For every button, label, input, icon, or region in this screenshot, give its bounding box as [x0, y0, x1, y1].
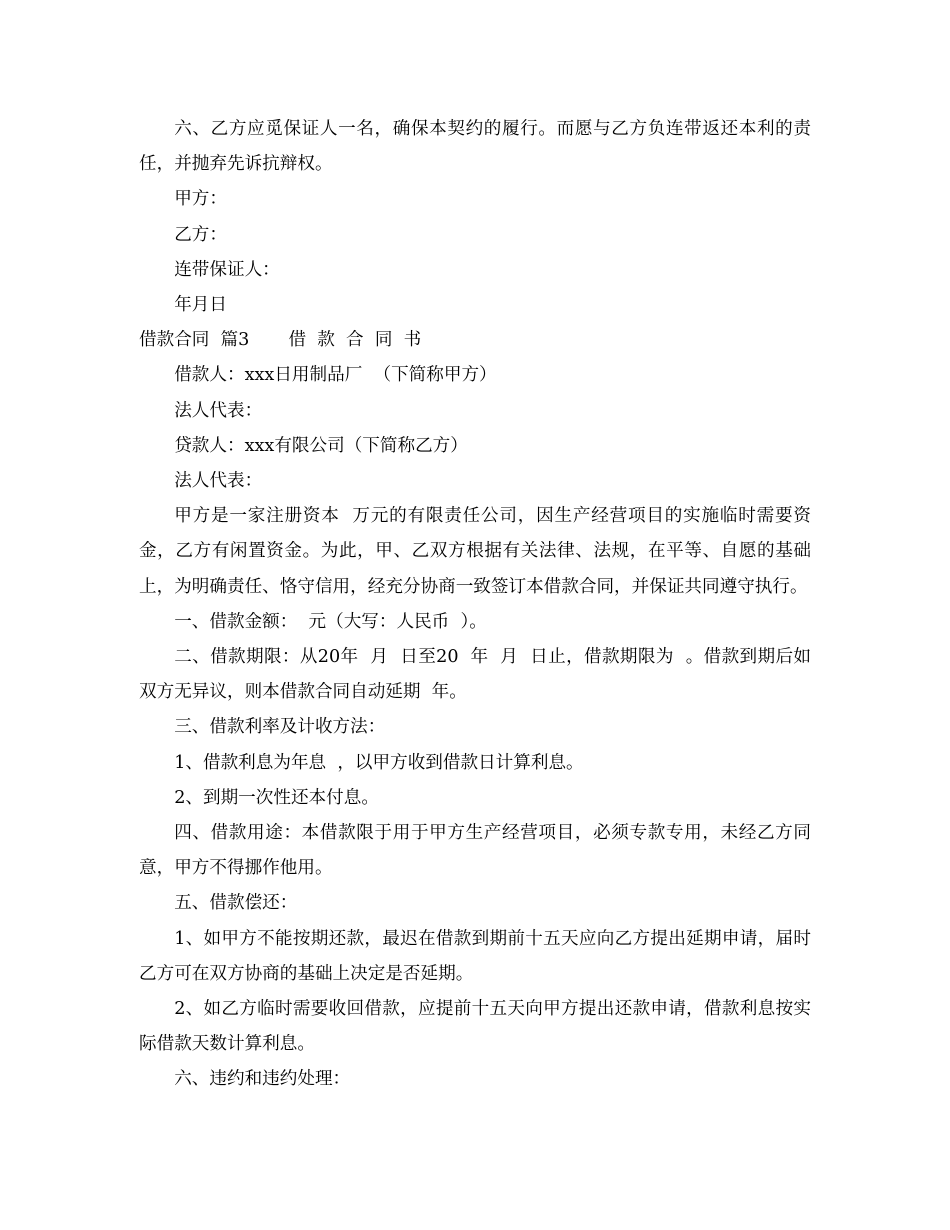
- clause-term: 二、借款期限：从20年 月 日至20 年 月 日止，借款期限为 。借款到期后如双方无异议，则本借款合同自动延期 年。: [139, 647, 811, 703]
- clause-interest-item-1: 1、借款利息为年息 ，以甲方收到借款日计算利息。: [174, 752, 584, 773]
- lender-line: 贷款人：xxx有限公司（下简称乙方）: [174, 435, 468, 456]
- signature-date: 年月日: [174, 295, 227, 316]
- clause-purpose: 四、借款用途：本借款限于用于甲方生产经营项目，必须专款专用，未经乙方同意，甲方不得挪作他用。: [139, 823, 811, 879]
- signature-joint-guarantor: 连带保证人：: [174, 259, 280, 280]
- clause-repayment-item-1: 1、如甲方不能按期还款，最迟在借款到期前十五天应向乙方提出延期申请，届时乙方可在双方协商的基础上决定是否延期。: [139, 928, 811, 984]
- signature-party-b: 乙方：: [174, 224, 227, 245]
- clause-breach-heading: 六、违约和违约处理：: [174, 1069, 351, 1090]
- clause-repayment-heading: 五、借款偿还：: [174, 893, 298, 914]
- clause-guarantor: 六、乙方应觅保证人一名，确保本契约的履行。而愿与乙方负连带返还本利的责任，并抛弃先诉抗辩权。: [139, 119, 811, 175]
- clause-repayment-item-2: 2、如乙方临时需要收回借款，应提前十五天向甲方提出还款申请，借款利息按实际借款天数计算利息。: [139, 999, 811, 1055]
- borrower-representative: 法人代表：: [174, 400, 263, 421]
- signature-party-a: 甲方：: [174, 189, 227, 210]
- lender-representative: 法人代表：: [174, 471, 263, 492]
- borrower-line: 借款人：xxx日用制品厂 （下简称甲方）: [174, 365, 497, 386]
- section-heading: 借款合同 篇3 借 款 合 同 书: [139, 330, 422, 351]
- clause-amount: 一、借款金额： 元（大写：人民币 ）。: [174, 611, 487, 632]
- preamble-paragraph: 甲方是一家注册资本 万元的有限责任公司，因生产经营项目的实施临时需要资金，乙方有闲置资金。为此，甲、乙双方根据有关法律、法规，在平等、自愿的基础上，为明确责任、恪守信用，经充分协商一致签订本借款合同，并保证共同遵守执行。: [139, 506, 811, 597]
- clause-interest-heading: 三、借款利率及计收方法：: [174, 717, 386, 738]
- document-body: [139, 112, 811, 1098]
- clause-interest-item-2: 2、到期一次性还本付息。: [174, 787, 379, 808]
